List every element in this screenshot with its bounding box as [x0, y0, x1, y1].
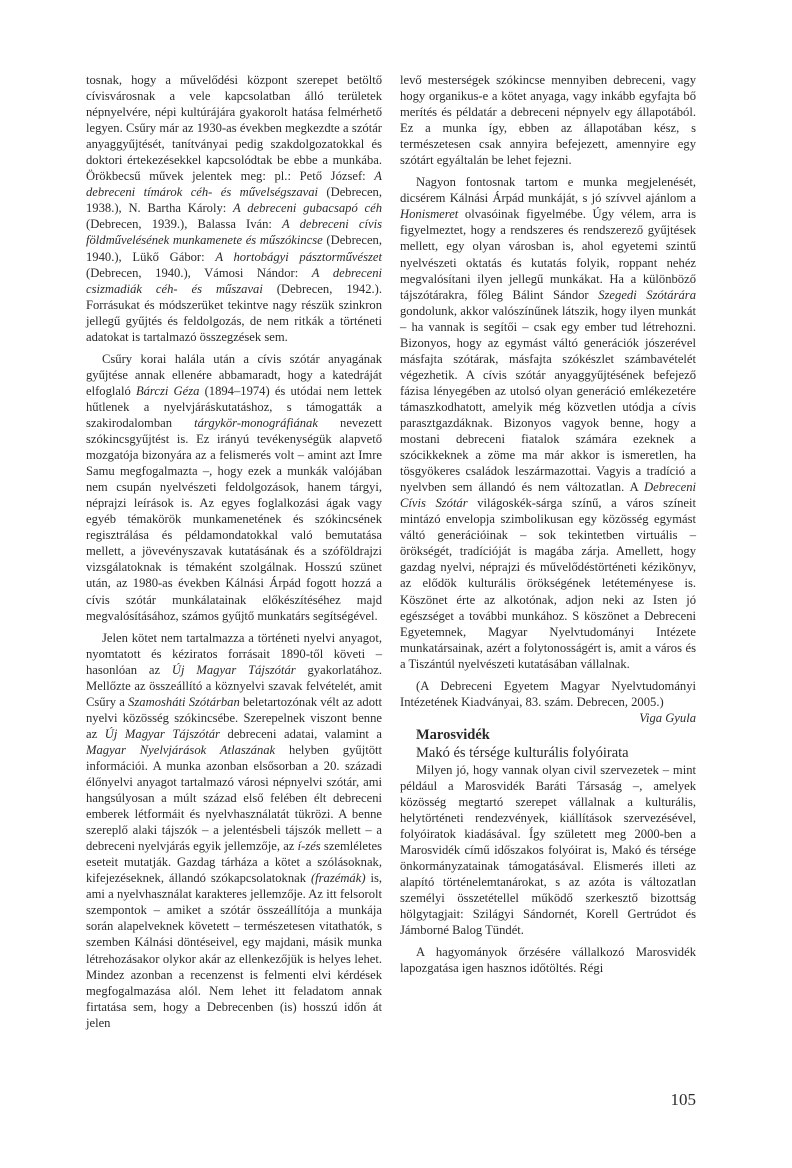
- author-signature: Viga Gyula: [639, 710, 696, 725]
- section-subtitle: Makó és térsége kulturális folyóirata: [416, 744, 629, 761]
- italic-title: (frazémák): [310, 871, 366, 886]
- italic-title: Magyar Nyelvjárások Atlaszának: [86, 742, 276, 757]
- italic-title: Debreceni Cívis Szótár: [400, 480, 696, 511]
- article-paragraph: levő mesterségek szókincse mennyiben debreceni, vagy hogy organikus-e a kötet anyaga, vagy inkább egyfajta bő merítés és példatár a debreceni népnyelv egy állapotából. Ez a munka így, ebben az állapotában kész, s természetesen csak annyira befejezett, amennyire egy szótárt egyáltalán be lehet fejezni.: [400, 73, 696, 168]
- italic-title: í-zés: [297, 839, 321, 854]
- article-paragraph: Nagyon fontosnak tartom e munka megjelenését, dicsérem Kálnási Árpád munkáját, s jó szívvel ajánlom a Honismeret olvasóinak figyelmébe. Úgy vélem, arra is figyelmeztet, hogy a rendszeres és rendszerező gyűjtések mellett, egy olyan városban is, ahol egyetemi szintű nyelvészeti oktatás és kutatás folyik, roppant nehéz megvalósítani ilyen jellegű munkákat. Ha a különböző tájszótárakra, főleg Bálint Sándor Szegedi Szótárára gondolunk, akkor valószínűnek látszik, hogy ilyen munkát – ha vannak is segítői – csak egy ember tud létrehozni. Bizonyos, hogy az egymást váltó generációk jószerével másfajta szótárak, másfajta szókészlet számbavételét végezhetik. A cívis szótár anyaggyűjtésének befejező fázisa lényegében az utolsó olyan generáció emlékezetére támaszkodhatott, amelyik még közvetlen utódja a cívis parasztgazdáknak. Bizonyos vagyok benne, hogy a mostani debreceni fiatalok számára ezeknek a szócikkeknek a zöme ma már akkor is ismeretlen, ha tösgyökeres családok leszármazottai. Vagyis a tradíció a nyelvben sem állandó és nem változatlan. A Debreceni Cívis Szótár világoskék-sárga színű, a város színeit mintázó envelopja szimbolikusan egy közösség egymást váltó generációinak – sok tekintetben virtuális – örökségét, tradícióját is magába zárja. Amellett, hogy gazdag nyelvi, néprajzi és művelődéstörténeti kézikönyv, az elődök kulturális örökségének letéteményese is. Köszönet érte az alkotónak, adjon neki az Isten jó egészséget a további munkához. S köszönet a Debreceni Egyetemnek, Magyar Nyelvtudományi Intézete munkatársainak, azért a folytonosságért is, amit a város és a Tiszántúl nyelvészeti kutatásában vállalnak.: [400, 175, 696, 671]
- italic-title: Honismeret: [400, 207, 459, 222]
- italic-title: Szegedi Szótárára: [598, 287, 696, 302]
- source-citation: (A Debreceni Egyetem Magyar Nyelvtudományi Intézetének Kiadványai, 83. szám. Debrecen, 2005.): [400, 678, 696, 709]
- article-paragraph: A hagyományok őrzésére vállalkozó Marosvidék lapozgatása igen hasznos időtöltés. Régi: [400, 945, 696, 976]
- left-column: [86, 72, 382, 1031]
- right-column: [400, 72, 696, 976]
- article-paragraph: Milyen jó, hogy vannak olyan civil szervezetek – mint például a Marosvidék Baráti Társaság –, amelyek közösség megtartó szerepet vállalnak a kulturális, helytörténeti rendezvények, kiállítások szervezésével, folyóiratok kiadásával. Így született meg 2000-ben a Marosvidék című időszakos folyóirat is, Makó és térsége önkormányzatainak támogatásával. Elismerés illeti az alapító történelemtanárokat, s az azóta is változatlan személyi összetétellel működő szerkesztő bizottság hölgytagjait: Szilágyi Sándornét, Korell Gertrúdot és Jámborné Balog Tündét.: [400, 762, 696, 938]
- italic-title: A debreceni tímárok céh- és művelségszavai: [86, 169, 382, 200]
- italic-title: A debreceni gubacsapó céh: [233, 201, 382, 216]
- italic-title: Szamosháti Szótárban: [128, 694, 240, 709]
- article-paragraph: Csűry korai halála után a cívis szótár anyagának gyűjtése annak ellenére abbamaradt, hogy a katedráját elfoglaló Bárczi Géza (1894–1974) és utódai nem lettek hűtlenek a nyelvjáráskutatáshoz, s támogatták a szakirodalomban tárgykör-monográfiának nevezett szókincsgyűjtést is. Ez irányú tevékenységük alapvető mozgatója bizonyára az a felismerés volt – amint azt Imre Samu megfogalmazta –, hogy ezek a munkák valójában nem csupán nyelvészeti feldolgozások, hanem tárgyi, néprajzi leírások is. Az egyes foglalkozási ágak vagy egyéb témakörök munkamenetének és szókincsének regisztrálása és példamondatokkal való bemutatása mellett, a jövevényszavak kutatásának és a szóföldrajzi vizsgálatoknak is témaként szolgálnak. Hosszú szünet után, az 1980-as években Kálnási Árpád fogott hozzá a cívis szótár munkálatainak előkészítéséhez majd megvalósításához, számos gyűjtő munkatárs segítségével.: [86, 351, 382, 623]
- italic-title: Új Magyar Tájszótár: [104, 726, 220, 741]
- italic-title: A debreceni cívis földművelésének munkamenete és műszókincse: [86, 217, 382, 248]
- page-number: 105: [670, 1090, 696, 1109]
- section-title: Marosvidék: [416, 726, 490, 743]
- italic-title: A hortobágyi pásztorművészet: [215, 249, 382, 264]
- italic-title: tárgykör-monográfiának: [194, 415, 318, 430]
- italic-title: A debreceni csizmadiák céh- és műszavai: [86, 265, 383, 296]
- italic-title: Bárczi Géza: [135, 383, 200, 398]
- article-paragraph: tosnak, hogy a művelődési központ szerepet betöltő cívisvárosnak a vele kapcsolatban álló területek népnyelvére, népi kultúrájára gyakorolt hatása felmérhető legyen. Csűry már az 1930-as években megkezdte a szótár anyaggyűjtését, tanítványai pedig szakdolgozatokkal és doktori értekezésekkel kapcsolódtak be ebbe a munkába. Örökbecsű művek jelentek meg: pl.: Pető József: A debreceni tímárok céh- és művelségszavai (Debrecen, 1938.), N. Bartha Károly: A debreceni gubacsapó céh (Debrecen, 1939.), Balassa Iván: A debreceni cívis földművelésének munkamenete és műszókincse (Debrecen, 1940.), Lükő Gábor: A hortobágyi pásztorművészet (Debrecen, 1940.), Vámosi Nándor: A debreceni csizmadiák céh- és műszavai (Debrecen, 1942.). Forrásukat és módszerüket tekintve nagy részük szinkron jellegű gyűjtés és feldolgozás, de nem ritkák a történeti adatokat is tartalmazó összegzések sem.: [86, 73, 383, 344]
- article-paragraph: Jelen kötet nem tartalmazza a történeti nyelvi anyagot, nyomtatott és kéziratos forrásait 1890-től követi – hasonlóan az Új Magyar Tájszótár gyakorlatához. Mellőzte az összeállító a köznyelvi szavak felvételét, amit Csűry a Szamosháti Szótárban beletartozónak vélt az adott nyelvi közösség szókincsébe. Szerepelnek viszont benne az Új Magyar Tájszótár debreceni adatai, valamint a Magyar Nyelvjárások Atlaszának helyben gyűjtött információi. A munka azonban elsősorban a 20. századi élőnyelvi anyagot tartalmazó városi népnyelvi szótár, ami hangsúlyosan a múlt század első felében élt debreceni emberek létformáit és nyelvhasználatát tükrözi. A benne szereplő alaki tájszók – a jelentésbeli tájszók mellett – a debreceni nyelvjárás egyik jellemzője, az í-zés szemléletes eseteit mutatják. Gazdag tárháza a kötet a szólásoknak, kifejezéseknek, állandó szókapcsolatoknak (frazémák) is, ami a nyelvhasználat karakteres jellemzője. Az itt felsorolt szempontok – amiket a szótár összeállítója a munkája során alapelveknek követett – természetesen vitathatók, s szemben Kálnási döntéseivel, egy majdani, másik munka létrehozásakor olykor akár az ellenkezőjük is helyes lehet. Mindez azonban a recenzenst is felmenti elvi kérdések megfogalmazása alól. Nem lehet itt feladatom annak firtatása sem, hogy a Debrecenben (is) hosszú időn át jelen: [86, 630, 383, 1030]
- italic-title: Új Magyar Tájszótár: [171, 662, 296, 677]
